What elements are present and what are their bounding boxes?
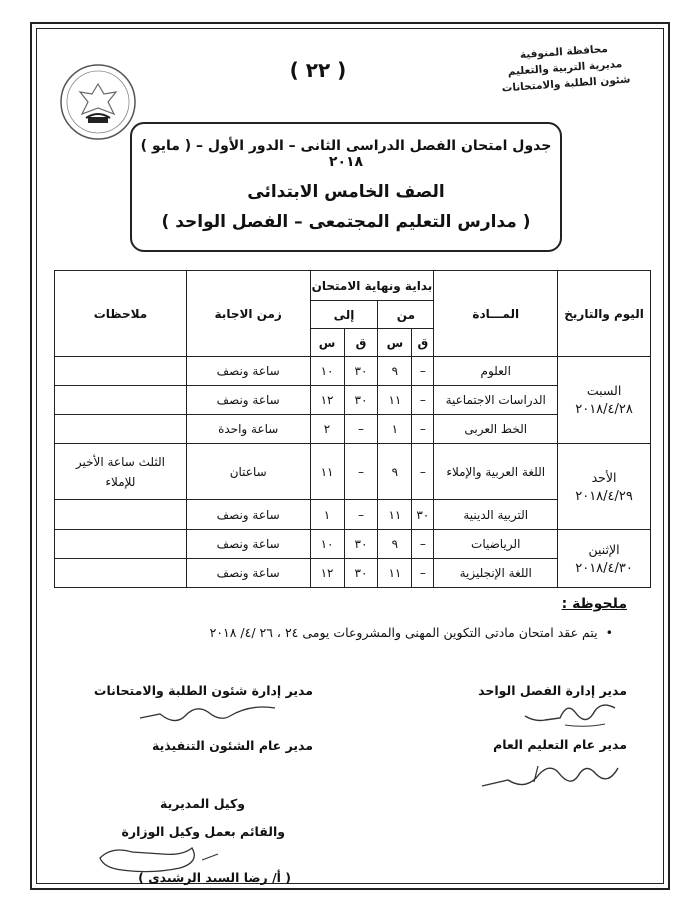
department-directorate: مديرية التربية والتعليم [507, 58, 623, 78]
sig-title-deputy-directorate: وكيل المديرية [160, 796, 245, 811]
subject-cell: العلوم [434, 357, 558, 386]
subject-cell: الدراسات الاجتماعية [434, 386, 558, 415]
from-minute-cell: – [412, 559, 434, 588]
from-hour-cell: ١١ [378, 559, 412, 588]
department-governorate: محافظة المنوفية [519, 42, 609, 62]
from-hour-cell: ٩ [378, 530, 412, 559]
day-cell: الإثنين ٢٠١٨/٤/٣٠ [558, 530, 651, 588]
sig-title-one-class-director: مدير إدارة الفصل الواحد [478, 683, 627, 698]
subject-cell: اللغة العربية والإملاء [434, 444, 558, 500]
header-answer-time: زمن الاجابة [186, 271, 310, 357]
header-notes: ملاحظات [55, 271, 187, 357]
from-minute-cell: – [412, 357, 434, 386]
to-hour-cell: ١٠ [310, 357, 344, 386]
table-row [55, 357, 651, 386]
header-subject: المـــادة [434, 271, 558, 357]
to-minute-cell: – [344, 415, 378, 444]
header-from: من [378, 301, 434, 329]
header-to: إلى [310, 301, 378, 329]
duration-cell: ساعة ونصف [186, 386, 310, 415]
to-hour-cell: ١ [310, 500, 344, 530]
eagle-emblem-icon [58, 62, 138, 142]
to-hour-cell: ٢ [310, 415, 344, 444]
duration-cell: ساعة واحدة [186, 415, 310, 444]
to-minute-cell: ٣٠ [344, 530, 378, 559]
header-from-hour: س [378, 329, 412, 357]
from-hour-cell: ٩ [378, 357, 412, 386]
duration-cell: ساعة ونصف [186, 559, 310, 588]
to-minute-cell: – [344, 500, 378, 530]
to-hour-cell: ١١ [310, 444, 344, 500]
from-hour-cell: ١١ [378, 386, 412, 415]
from-minute-cell: ٣٠ [412, 500, 434, 530]
department-affairs: شئون الطلبة والامتحانات [501, 73, 631, 95]
duration-cell: ساعة ونصف [186, 500, 310, 530]
title-box [130, 122, 562, 252]
notes-cell: الثلث ساعة الأخير للإملاء [55, 444, 187, 500]
subject-cell: اللغة الإنجليزية [434, 559, 558, 588]
sig-title-general-education-director: مدير عام التعليم العام [493, 737, 627, 752]
title-line-3: ( مدارس التعليم المجتمعى – الفصل الواحد ) [161, 212, 531, 232]
signature-mark-student-affairs [130, 700, 280, 730]
header-from-minute: ق [412, 329, 434, 357]
from-hour-cell: ٩ [378, 444, 412, 500]
header-day-date: اليوم والتاريخ [558, 271, 651, 357]
to-minute-cell: ٣٠ [344, 386, 378, 415]
subject-cell: الخط العربى [434, 415, 558, 444]
notes-cell [55, 386, 187, 415]
from-minute-cell: – [412, 386, 434, 415]
duration-cell: ساعة ونصف [186, 530, 310, 559]
duration-cell: ساعتان [186, 444, 310, 500]
to-minute-cell: – [344, 444, 378, 500]
from-minute-cell: – [412, 415, 434, 444]
to-minute-cell: ٣٠ [344, 559, 378, 588]
sig-title-student-affairs-director: مدير إدارة شئون الطلبة والامتحانات [93, 683, 313, 698]
from-hour-cell: ١١ [378, 500, 412, 530]
notes-cell [55, 559, 187, 588]
table-row [55, 444, 651, 500]
from-hour-cell: ١ [378, 415, 412, 444]
exam-schedule-table [54, 270, 651, 588]
title-line-2: الصف الخامس الابتدائى [247, 182, 445, 202]
to-minute-cell: ٣٠ [344, 357, 378, 386]
duration-cell: ساعة ونصف [186, 357, 310, 386]
note-title: ملحوظة : [561, 596, 627, 612]
to-hour-cell: ١٠ [310, 530, 344, 559]
header-start-end: بداية ونهاية الامتحان [310, 271, 434, 301]
notes-cell [55, 415, 187, 444]
header-to-hour: س [310, 329, 344, 357]
title-line-1: جدول امتحان الفصل الدراسى الثانى – الدور الأول – ( مايو ) ٢٠١٨ [140, 138, 552, 170]
subject-cell: الرياضيات [434, 530, 558, 559]
from-minute-cell: – [412, 530, 434, 559]
sig-title-executive-affairs-director: مدير عام الشئون التنفيذية [152, 738, 313, 753]
page-number: ( ٢٢ ) [289, 58, 347, 82]
day-cell: الأحد ٢٠١٨/٤/٢٩ [558, 444, 651, 530]
to-hour-cell: ١٢ [310, 559, 344, 588]
notes-cell [55, 530, 187, 559]
sig-name-reda-elsayed: ( أ/ رضا السيد الرشيدى ) [138, 870, 291, 885]
note-item: • يتم عقد امتحان مادتى التكوين المهنى والمشروعات يومى ٢٤ ، ٢٦ /٤/ ٢٠١٨ [210, 625, 613, 640]
to-hour-cell: ١٢ [310, 386, 344, 415]
signature-mark-one-class [505, 698, 625, 734]
header-to-minute: ق [344, 329, 378, 357]
table-row [55, 530, 651, 559]
sig-title-acting-undersecretary: والقائم بعمل وكيل الوزارة [121, 824, 285, 839]
notes-cell [55, 357, 187, 386]
signature-mark-general-education [478, 756, 623, 796]
day-cell: السبت ٢٠١٨/٤/٢٨ [558, 357, 651, 444]
subject-cell: التربية الدينية [434, 500, 558, 530]
from-minute-cell: – [412, 444, 434, 500]
notes-cell [55, 500, 187, 530]
